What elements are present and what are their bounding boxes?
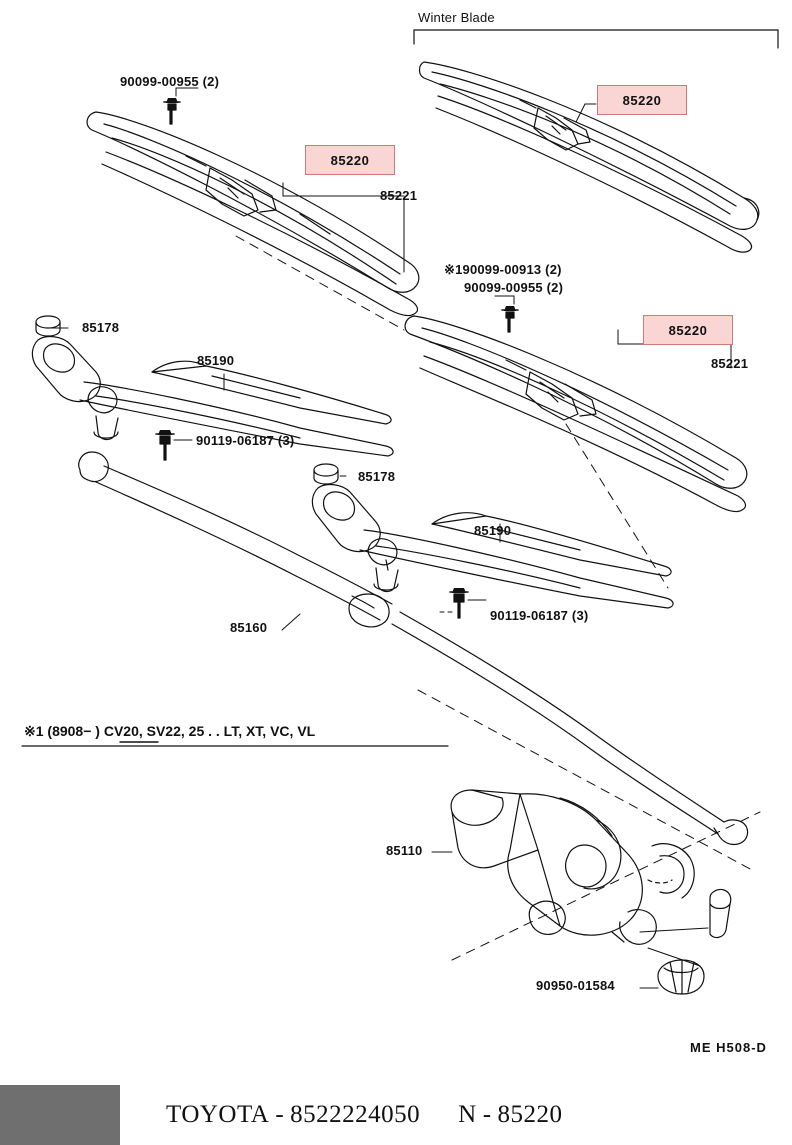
- highlight-85220-upper: 85220: [305, 145, 395, 175]
- upper-left-blade-group: [87, 88, 419, 330]
- footer-dash-1: -: [275, 1101, 285, 1128]
- highlight-85220-lower: 85220: [643, 315, 733, 345]
- highlight-85220-winter: 85220: [597, 85, 687, 115]
- callout-90099-00913: ※190099-00913 (2): [444, 262, 562, 277]
- footer-brand: TOYOTA: [166, 1101, 270, 1128]
- callout-85178-left: 85178: [82, 320, 120, 335]
- callout-90119-06187-left: 90119-06187 (3): [196, 433, 295, 448]
- callout-85160: 85160: [230, 620, 268, 635]
- footer-text: [120, 1101, 563, 1129]
- footer-group-number: 85220: [497, 1101, 563, 1128]
- callout-85190-left: 85190: [197, 353, 235, 368]
- drawing-code: ME H508-D: [690, 1040, 767, 1055]
- diagram-footnote: ※1 (8908− ) CV20, SV22, 25 . . LT, XT, VC, VL: [24, 723, 316, 739]
- callout-85178-right: 85178: [358, 469, 396, 484]
- footer-group: N: [458, 1101, 477, 1128]
- footer-plate: [120, 1085, 792, 1145]
- callout-85110: 85110: [386, 843, 423, 858]
- callout-85221-upper: 85221: [380, 188, 418, 203]
- callout-90119-06187-right: 90119-06187 (3): [490, 608, 589, 623]
- callout-90099-00955-mid: 90099-00955 (2): [464, 280, 564, 295]
- callout-90950-01584: 90950-01584: [536, 978, 615, 993]
- footer-part-number: 8522224050: [290, 1101, 421, 1128]
- callout-85190-right: 85190: [474, 523, 512, 538]
- footer-dash-2: -: [482, 1101, 492, 1128]
- linkage-rod-group: [79, 452, 748, 845]
- winter-blade-title: Winter Blade: [418, 10, 495, 25]
- callout-85221-lower: 85221: [711, 356, 749, 371]
- wiper-motor-group: [418, 690, 760, 994]
- callout-90099-00955-top: 90099-00955 (2): [120, 74, 220, 89]
- right-wiper-arm-group: [312, 464, 673, 618]
- winter-blade-group: [414, 30, 778, 252]
